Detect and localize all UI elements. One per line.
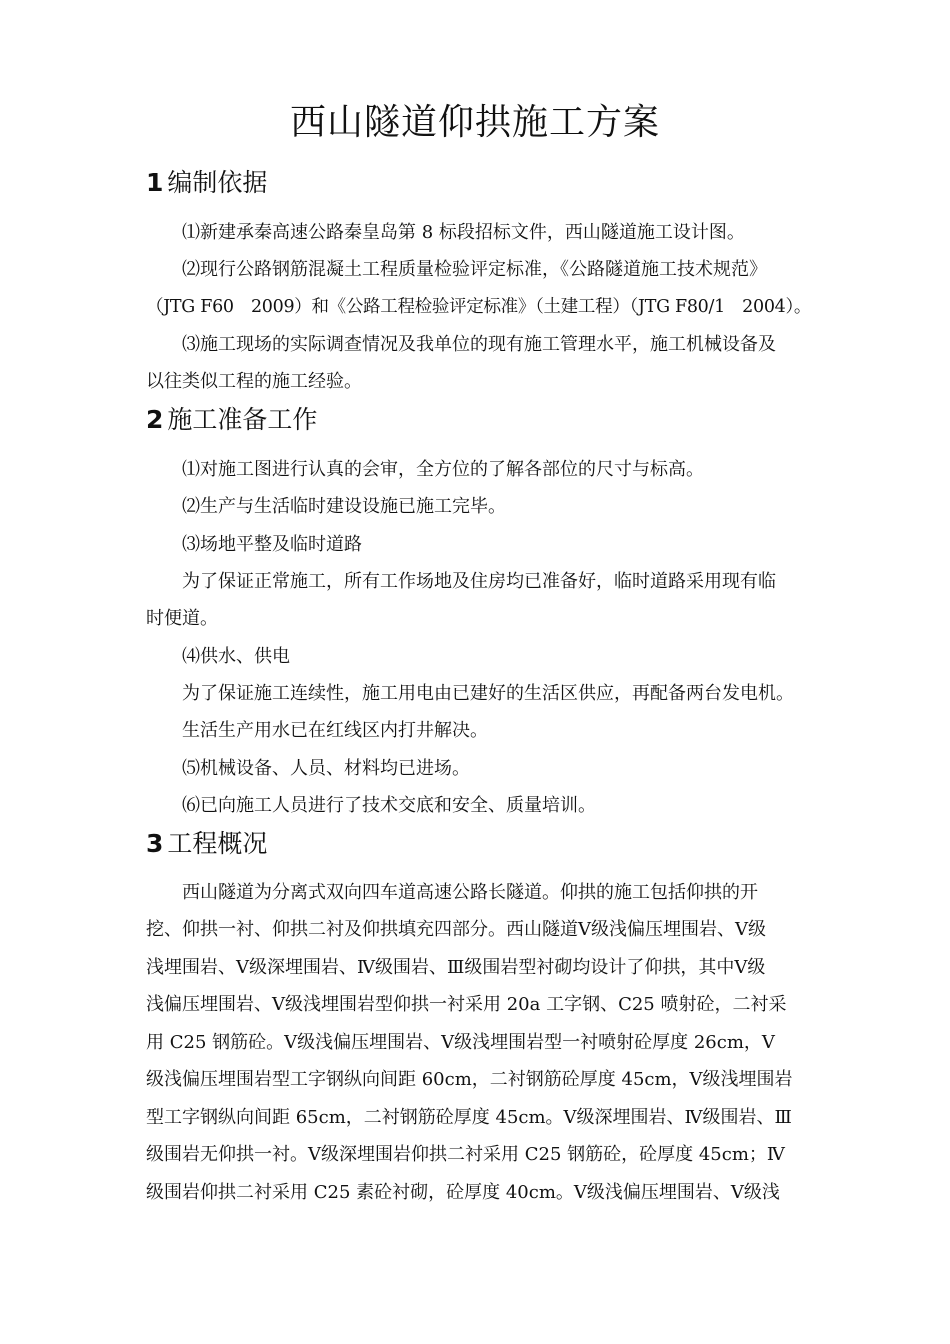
section-2-line-9: ⑸机械设备、人员、材料均已进场。 bbox=[182, 758, 470, 779]
section-2-title: 施工准备工作 bbox=[167, 405, 318, 434]
section-1-line-3: （JTG F60 2009）和《公路工程检验评定标准》（土建工程）（JTG F80/1 2004）。 bbox=[146, 297, 812, 317]
section-3-line-7: 型工字钢纵向间距 65cm，二衬钢筋砼厚度 45cm。Ⅴ级深埋围岩、Ⅳ级围岩、Ⅲ bbox=[146, 1107, 792, 1128]
section-1-number: 1 bbox=[146, 168, 164, 197]
section-1-line-5: 以往类似工程的施工经验。 bbox=[146, 371, 362, 392]
section-1-line-2: ⑵现行公路钢筋混凝土工程质量检验评定标准，《公路隧道施工技术规范》 bbox=[182, 259, 767, 280]
section-2-line-6: ⑷供水、供电 bbox=[182, 646, 290, 667]
section-3-line-4: 浅偏压埋围岩、Ⅴ级浅埋围岩型仰拱一衬采用 20a 工字钢、C25 喷射砼，二衬采 bbox=[146, 994, 787, 1015]
section-1-line-1: ⑴新建承秦高速公路秦皇岛第 8 标段招标文件，西山隧道施工设计图。 bbox=[182, 222, 745, 243]
section-3-number: 3 bbox=[146, 829, 164, 858]
section-3-line-1: 西山隧道为分离式双向四车道高速公路长隧道。仰拱的施工包括仰拱的开 bbox=[182, 882, 758, 903]
section-3-line-9: 级围岩仰拱二衬采用 C25 素砼衬砌，砼厚度 40cm。Ⅴ级浅偏压埋围岩、Ⅴ级浅 bbox=[146, 1182, 780, 1203]
section-2-line-4: 为了保证正常施工，所有工作场地及住房均已准备好，临时道路采用现有临 bbox=[182, 571, 776, 592]
document-title: 西山隧道仰拱施工方案 bbox=[289, 102, 660, 143]
section-2-line-2: ⑵生产与生活临时建设设施已施工完毕。 bbox=[182, 496, 506, 517]
section-2-line-3: ⑶场地平整及临时道路 bbox=[182, 534, 362, 555]
section-2-line-10: ⑹已向施工人员进行了技术交底和安全、质量培训。 bbox=[182, 795, 596, 816]
section-3-title: 工程概况 bbox=[167, 829, 268, 858]
section-2-line-8: 生活生产用水已在红线区内打井解决。 bbox=[182, 720, 488, 741]
section-3-line-5: 用 C25 钢筋砼。Ⅴ级浅偏压埋围岩、Ⅴ级浅埋围岩型一衬喷射砼厚度 26cm，Ⅴ bbox=[146, 1032, 775, 1053]
section-2-number: 2 bbox=[146, 405, 164, 434]
section-3-line-6: 级浅偏压埋围岩型工字钢纵向间距 60cm，二衬钢筋砼厚度 45cm，Ⅴ级浅埋围岩 bbox=[146, 1069, 793, 1090]
section-1-line-4: ⑶施工现场的实际调查情况及我单位的现有施工管理水平，施工机械设备及 bbox=[182, 334, 776, 355]
section-3-line-8: 级围岩无仰拱一衬。Ⅴ级深埋围岩仰拱二衬采用 C25 钢筋砼，砼厚度 45cm；Ⅳ bbox=[146, 1144, 785, 1165]
section-1-title: 编制依据 bbox=[167, 168, 268, 197]
section-3-heading bbox=[146, 828, 267, 860]
section-3-line-3: 浅埋围岩、Ⅴ级深埋围岩、Ⅳ级围岩、Ⅲ级围岩型衬砌均设计了仰拱，其中Ⅴ级 bbox=[146, 957, 766, 978]
section-2-line-5: 时便道。 bbox=[146, 608, 218, 629]
section-3-line-2: 挖、仰拱一衬、仰拱二衬及仰拱填充四部分。西山隧道Ⅴ级浅偏压埋围岩、Ⅴ级 bbox=[146, 919, 766, 940]
section-1-heading bbox=[146, 167, 267, 199]
section-2-line-1: ⑴对施工图进行认真的会审，全方位的了解各部位的尺寸与标高。 bbox=[182, 459, 704, 480]
section-2-heading bbox=[146, 404, 317, 436]
section-2-line-7: 为了保证施工连续性，施工用电由已建好的生活区供应，再配备两台发电机。 bbox=[182, 683, 794, 704]
